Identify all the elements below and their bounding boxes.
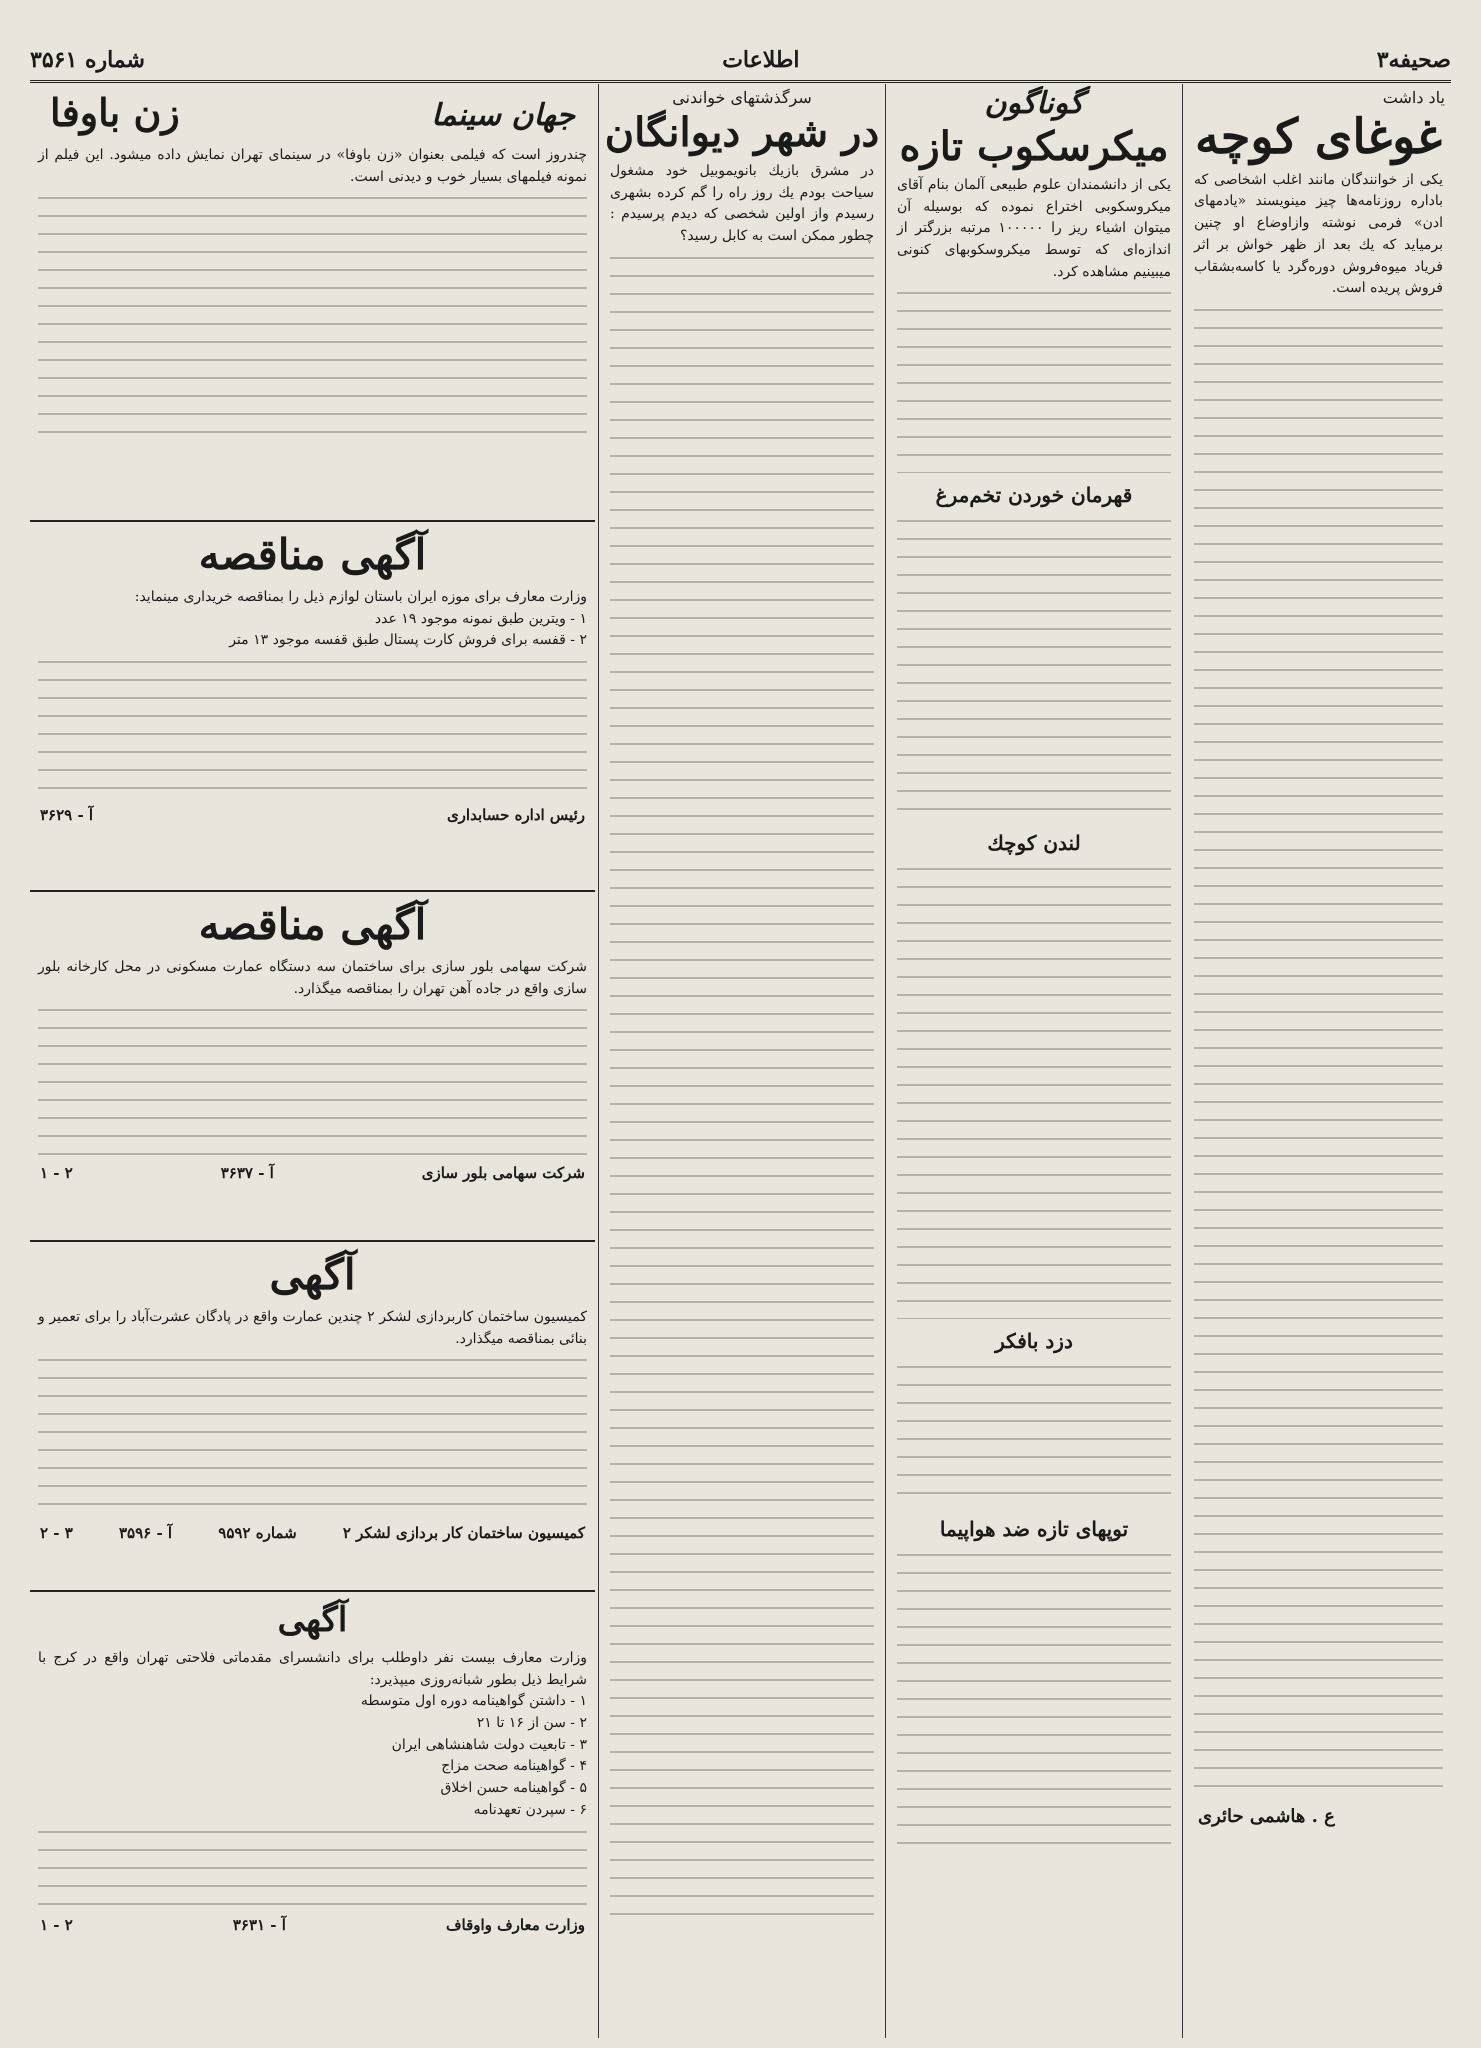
ad-signer: رئیس اداره حسابداری [446, 806, 585, 825]
issue-number: شماره ۳۵۶۱ [30, 47, 145, 73]
article-intro: در مشرق بازیك بانویموبیل خود مشغول سیاحت بودم یك روز راه را گم کرده بشهری رسیدم واز اولین شخصی که دیدم پرسیدم : چطور ممکن است به کابل رسید؟ [610, 163, 874, 245]
ad-tender-glassworks [30, 890, 595, 1242]
article-body-text [897, 283, 1171, 473]
article-intro: یکی از دانشمندان علوم طبیعی آلمان بنام آقای میکروسکوبی اختراع نموده که بوسیله آن میتوان اشیاء ریز را ۱۰۰۰۰۰ مرتبه بزرگتر از اندازه‌ای که توسط میکروسکوبهای کنونی میبینیم مشاهده کرد. [897, 177, 1171, 280]
ad-item: ۱ - داشتن گواهینامه دوره اول متوسطه [360, 1693, 587, 1710]
ad-ref: آ - ۳۶۲۹ [40, 806, 94, 825]
subheading: قهرمان خوردن تخم‌مرغ [935, 483, 1133, 508]
ad-title: آگهی مناقصه [198, 530, 427, 579]
column-rule [1182, 84, 1183, 2038]
ad-title: آگهی [277, 1600, 348, 1640]
article-headline: زن باوفا [50, 90, 180, 135]
article-body-text [1194, 300, 1443, 1800]
ad-series: ۲ - ۱ [40, 1164, 73, 1183]
article-street-noise [1186, 86, 1451, 2018]
ad-ref: آ - ۳۵۹۶ [119, 1524, 173, 1543]
ad-agricultural-school [30, 1590, 595, 2012]
paper-name: اطلاعات [722, 47, 800, 73]
article-headline: در شهر دیوانگان [604, 109, 880, 156]
article-body-text [610, 248, 874, 1928]
article-headline: غوغای کوچه [1195, 109, 1442, 165]
article-body-text [897, 859, 1171, 1319]
ad-lead: کمیسیون ساختمان کاربردازی لشکر ۲ چندین عمارت واقع در پادگان عشرت‌آباد را برای تعمیر و بنائی بمناقصه میگذارد. [38, 1309, 587, 1347]
article-intro: چندروز است که فیلمی بعنوان «زن باوفا» در سینمای تهران نمایش داده میشود. این فیلم از نمونه فیلمهای بسیار خوب و دیدنی است. [38, 147, 587, 185]
ad-series: ۳ - ۲ [40, 1524, 73, 1543]
ad-signer: کمیسیون ساختمان کار بردازی لشکر ۲ [342, 1524, 585, 1543]
article-body-text [897, 1357, 1171, 1507]
ad-lead: وزارت معارف برای موزه ایران باستان لوازم ذیل را بمناقصه خریداری مینماید: [134, 589, 587, 605]
ad-item: ۲ - قفسه برای فروش کارت پستال طبق قفسه موجود ۱۳ متر [229, 632, 587, 649]
subheading: توپهای تازه ضد هواپیما [939, 1517, 1129, 1542]
ad-title: آگهی مناقصه [198, 900, 427, 949]
column-rule [598, 84, 599, 2038]
subheading: دزد بافکر [995, 1329, 1073, 1354]
ad-item: ۴ - گواهینامه صحت مزاج [441, 1758, 587, 1775]
ad-body-text [38, 1350, 587, 1520]
ad-title: آگهی [269, 1250, 356, 1299]
ad-signer: وزارت معارف واوقاف [445, 1915, 585, 1934]
article-author: ع . هاشمی حائری [1198, 1805, 1335, 1827]
article-kicker: یاد داشت [1382, 88, 1445, 107]
ad-item: ۲ - سن از ۱۶ تا ۲۱ [476, 1715, 587, 1732]
ad-lead: شرکت سهامی بلور سازی برای ساختمان سه دستگاه عمارت مسکونی در محل کارخانه بلور سازی واقع در جاده آهن تهران را بمناقصه میگذارد. [38, 959, 587, 997]
ad-body-text [38, 1000, 587, 1160]
article-headline: میکرسکوب تازه [899, 123, 1169, 170]
article-body-text [897, 1545, 1171, 1845]
ad-signer: شرکت سهامی بلور سازی [421, 1164, 585, 1183]
ad-item: ۱ - ویترین طبق نمونه موجود ۱۹ عدد [374, 610, 587, 627]
article-kicker: گوناگون [984, 86, 1084, 121]
ad-item: ۶ - سپردن تعهدنامه [473, 1801, 587, 1818]
page-label: صحیفه۳ [1376, 47, 1451, 73]
ad-body-text [38, 1822, 587, 1912]
section-tag: جهان سینما [431, 98, 575, 133]
ad-item: ۳ - تابعیت دولت شاهنشاهی ایران [391, 1736, 587, 1753]
article-body-text [38, 188, 587, 438]
ad-lead: وزارت معارف بیست نفر داوطلب برای دانشسرای مقدماتی فلاحتی تهران واقع در کرج با شرایط ذیل بطور شبانه‌روزی میپذیرد: [38, 1650, 587, 1688]
article-city-of-madmen [602, 86, 882, 2018]
ad-ref: آ - ۳۶۳۷ [220, 1164, 274, 1183]
article-new-microscope [889, 86, 1179, 2018]
ad-ref: آ - ۳۶۳۱ [232, 1915, 286, 1934]
ad-number: شماره ۹۵۹۲ [218, 1524, 297, 1543]
ad-tender-museum [30, 520, 595, 892]
article-cinema [30, 86, 595, 516]
article-intro: یکی از خوانندگان مانند اغلب اشخاصی که باداره روزنامه‌ها چیز مینویسند «یادمهای ادن» فرمی نوشته وازاوضاع او چنین برمیاید که یك بعد از ظهر خواش بر اثر فریاد میوه‌فروش دوره‌گرد یا کاسه‌بشقاب فروش پریده است. [1194, 171, 1443, 297]
ad-item: ۵ - گواهینامه حسن اخلاق [440, 1780, 587, 1797]
column-rule [885, 84, 886, 2038]
subheading: لندن کوچك [987, 831, 1081, 856]
article-body-text [897, 511, 1171, 821]
masthead [30, 40, 1451, 83]
ad-army-construction [30, 1240, 595, 1592]
article-kicker: سرگذشتهای خواندنی [672, 88, 812, 107]
ad-series: ۲ - ۱ [40, 1915, 73, 1934]
ad-body-text [38, 652, 587, 802]
